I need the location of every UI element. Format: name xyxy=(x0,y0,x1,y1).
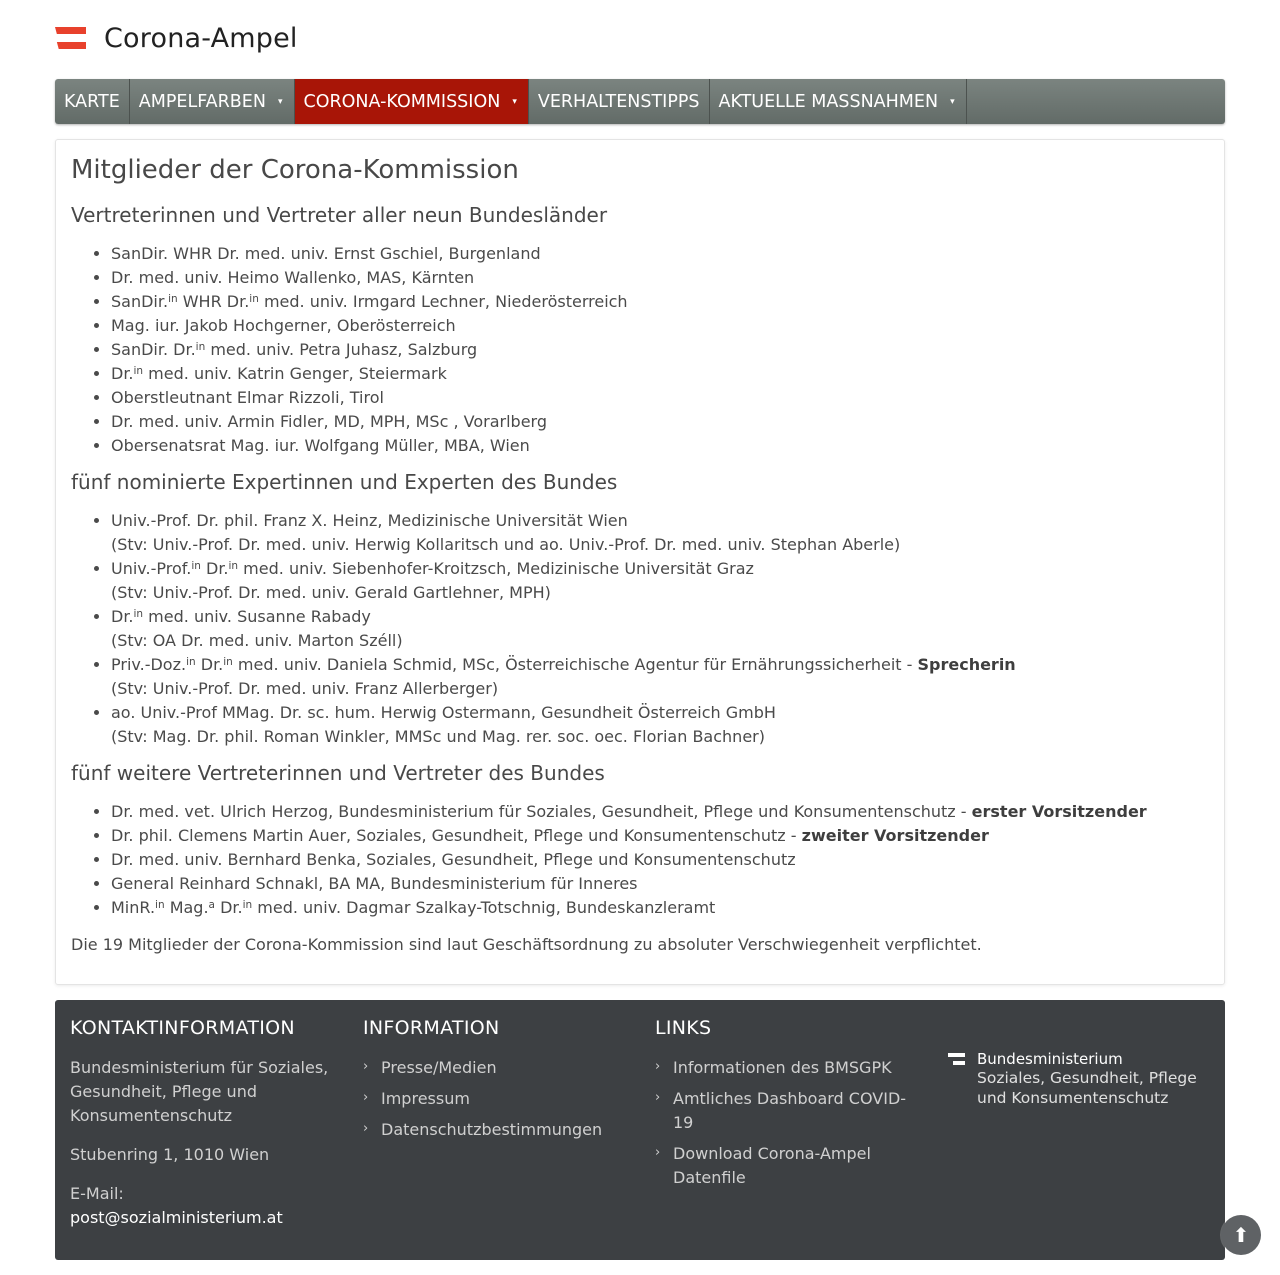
caret-down-icon: ▾ xyxy=(512,96,517,107)
ministry-flag-icon xyxy=(948,1053,965,1065)
main-nav xyxy=(55,79,1225,124)
caret-down-icon: ▾ xyxy=(950,96,955,107)
nav-item-karte[interactable] xyxy=(55,79,130,124)
email-link[interactable]: post@sozialministerium.at xyxy=(70,1208,283,1227)
contact-address: Stubenring 1, 1010 Wien xyxy=(70,1145,270,1164)
contact-org: Bundesministerium für Soziales, Gesundheit, Pflege und Konsumentenschutz xyxy=(70,1058,329,1125)
list-item: • SanDir.$^{in}$ WHR Dr.$^{in}$ med. univ. Irmgard Lechner, Niederösterreich xyxy=(111,290,628,314)
member-list xyxy=(71,242,628,458)
nav-label: VERHALTENSTIPPS xyxy=(537,91,700,112)
member-list xyxy=(71,800,1147,920)
list-item: • Dr. med. univ. Bernhard Benka, Soziales, Gesundheit, Pflege und Konsumentenschutz xyxy=(111,848,1147,872)
section-heading: fünf nominierte Expertinnen und Experten des Bundes xyxy=(71,470,618,494)
list-item: • Dr.$^{in}$ med. univ. Susanne Rabady (Stv: OA Dr. med. univ. Marton Széll) xyxy=(111,605,1016,653)
list-item: • Mag. iur. Jakob Hochgerner, Oberösterreich xyxy=(111,314,628,338)
list-item: • Oberstleutnant Elmar Rizzoli, Tirol xyxy=(111,386,628,410)
nav-item-corona-kommission[interactable] xyxy=(295,79,529,124)
footer-information xyxy=(363,1017,623,1149)
section-heading: fünf weitere Vertreterinnen und Vertreter des Bundes xyxy=(71,761,605,785)
list-item: • SanDir. WHR Dr. med. univ. Ernst Gschiel, Burgenland xyxy=(111,242,628,266)
nav-label: AKTUELLE MASSNAHMEN xyxy=(718,91,939,112)
list-item: • Dr. phil. Clemens Martin Auer, Soziales, Gesundheit, Pflege und Konsumentenschutz - zweiter Vorsitzender xyxy=(111,824,1147,848)
footer-link-dashboard[interactable]: › Amtliches Dashboard COVID-19 xyxy=(655,1087,910,1135)
list-item: • SanDir. Dr.$^{in}$ med. univ. Petra Juhasz, Salzburg xyxy=(111,338,628,362)
footer-links xyxy=(655,1017,910,1197)
footer-link-download[interactable]: › Download Corona-Ampel Datenfile xyxy=(655,1142,910,1190)
section-heading: Vertreterinnen und Vertreter aller neun Bundesländer xyxy=(71,203,608,227)
site-header[interactable] xyxy=(55,22,298,54)
contact-email xyxy=(70,1182,335,1230)
page-title: Mitglieder der Corona-Kommission xyxy=(71,155,519,185)
section-experten xyxy=(71,470,1016,749)
list-item: • Dr.$^{in}$ med. univ. Katrin Genger, Steiermark xyxy=(111,362,628,386)
footer-contact xyxy=(70,1017,335,1245)
nav-label: CORONA-KOMMISSION xyxy=(303,91,501,112)
footer-heading: LINKS xyxy=(655,1017,712,1039)
main-content xyxy=(55,139,1225,985)
list-item: • Dr. med. vet. Ulrich Herzog, Bundesministerium für Soziales, Gesundheit, Pflege und Konsumentenschutz - erster Vorsitzender xyxy=(111,800,1147,824)
list-item: • General Reinhard Schnakl, BA MA, Bundesministerium für Inneres xyxy=(111,872,1147,896)
nav-item-aktuelle-massnahmen[interactable] xyxy=(710,79,967,124)
arrow-up-icon[interactable]: ⬆ xyxy=(1221,1215,1261,1255)
chevron-right-icon: › xyxy=(363,1059,369,1074)
footer-heading: INFORMATION xyxy=(363,1017,500,1039)
list-item: • ao. Univ.-Prof MMag. Dr. sc. hum. Herwig Ostermann, Gesundheit Österreich GmbH (Stv: Mag. Dr. phil. Roman Winkler, MMSc und Mag. rer. soc. oec. Florian Bachner) xyxy=(111,701,1016,749)
footer-link-presse[interactable]: › Presse/Medien xyxy=(363,1056,623,1080)
list-item: • Dr. med. univ. Armin Fidler, MD, MPH, MSc , Vorarlberg xyxy=(111,410,628,434)
nav-item-verhaltenstipps[interactable] xyxy=(529,79,710,124)
chevron-right-icon: › xyxy=(655,1145,661,1160)
footer-link-impressum[interactable]: › Impressum xyxy=(363,1087,623,1111)
site-footer xyxy=(55,1000,1225,1260)
chevron-right-icon: › xyxy=(363,1090,369,1105)
section-bund-vertreter xyxy=(71,761,1147,920)
chevron-right-icon: › xyxy=(655,1059,661,1074)
chevron-right-icon: › xyxy=(655,1090,661,1105)
list-item: • Priv.-Doz.$^{in}$ Dr.$^{in}$ med. univ. Daniela Schmid, MSc, Österreichische Agentur für Ernährungssicherheit - Sprecherin (Stv: Univ.-Prof. Dr. med. univ. Franz Allerberger) xyxy=(111,653,1016,701)
ministry-subtitle: Soziales, Gesundheit, Pflege und Konsumentenschutz xyxy=(977,1069,1197,1107)
site-brand[interactable]: Corona-Ampel xyxy=(104,22,298,54)
nav-item-ampelfarben[interactable] xyxy=(130,79,295,124)
ministry-title: Bundesministerium xyxy=(977,1050,1123,1068)
confidentiality-note: Die 19 Mitglieder der Corona-Kommission sind laut Geschäftsordnung zu absoluter Verschwiegenheit verpflichtet. xyxy=(71,935,982,954)
caret-down-icon: ▾ xyxy=(277,96,283,107)
austria-flag-icon xyxy=(55,27,86,49)
list-item: • Obersenatsrat Mag. iur. Wolfgang Müller, MBA, Wien xyxy=(111,434,628,458)
list-item: • Univ.-Prof. Dr. phil. Franz X. Heinz, Medizinische Universität Wien (Stv: Univ.-Prof. Dr. med. univ. Herwig Kollaritsch und ao. Univ.-Prof. Dr. med. univ. Stephan Aberle) xyxy=(111,509,1016,557)
section-bundeslaender xyxy=(71,203,628,458)
nav-label: AMPELFARBEN xyxy=(138,91,266,112)
footer-link-datenschutz[interactable]: › Datenschutzbestimmungen xyxy=(363,1118,623,1142)
member-list xyxy=(71,509,1016,749)
list-item: • MinR.$^{in}$ Mag.$^a$ Dr.$^{in}$ med. univ. Dagmar Szalkay-Totschnig, Bundeskanzleramt xyxy=(111,896,1147,920)
footer-heading: KONTAKTINFORMATION xyxy=(70,1017,295,1039)
email-label: E-Mail: xyxy=(70,1184,124,1203)
chevron-right-icon: › xyxy=(363,1121,369,1136)
list-item: • Dr. med. univ. Heimo Wallenko, MAS, Kärnten xyxy=(111,266,628,290)
nav-label: KARTE xyxy=(64,91,120,112)
list-item: • Univ.-Prof.$^{in}$ Dr.$^{in}$ med. univ. Siebenhofer-Kroitzsch, Medizinische Universität Graz (Stv: Univ.-Prof. Dr. med. univ. Gerald Gartlehner, MPH) xyxy=(111,557,1016,605)
footer-link-bmsgpk[interactable]: › Informationen des BMSGPK xyxy=(655,1056,910,1080)
